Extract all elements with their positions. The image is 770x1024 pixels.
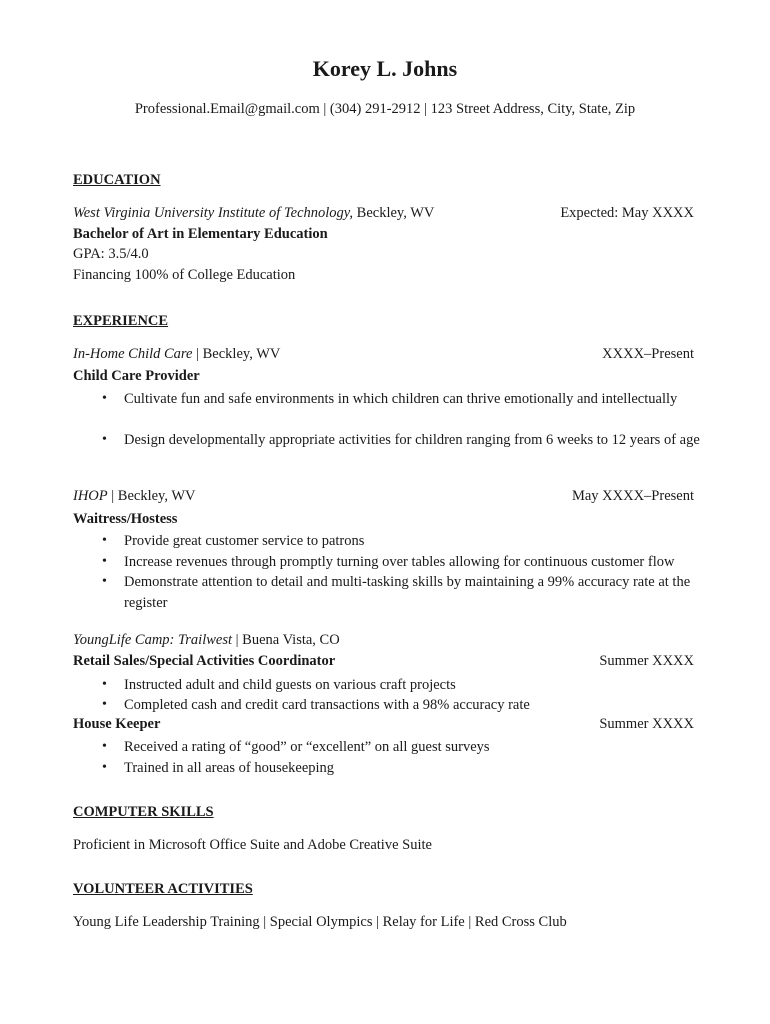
- job-date: XXXX–Present: [602, 346, 694, 362]
- degree: Bachelor of Art in Elementary Education: [73, 226, 328, 242]
- list-item: • Instructed adult and child guests on various craft projects: [124, 675, 704, 696]
- education-heading: EDUCATION: [73, 172, 161, 188]
- list-item: • Increase revenues through promptly turning over tables allowing for continuous customer flow: [124, 552, 724, 573]
- volunteer-text: Young Life Leadership Training | Special Olympics | Relay for Life | Red Cross Club: [73, 914, 567, 930]
- list-item: • Provide great customer service to patrons: [124, 531, 704, 552]
- experience-heading: EXPERIENCE: [73, 313, 169, 329]
- job-date: Summer XXXX: [599, 716, 694, 732]
- job-employer-line: [73, 632, 340, 649]
- job-date: May XXXX–Present: [571, 488, 694, 504]
- job-employer-line: [73, 346, 280, 363]
- list-item: • Design developmentally appropriate activities for children ranging from 6 weeks to 12 years of age: [124, 430, 704, 451]
- list-item: • Completed cash and credit card transactions with a 98% accuracy rate: [124, 695, 704, 716]
- list-item: • Received a rating of “good” or “excellent” on all guest surveys: [124, 737, 704, 758]
- job-location: | Beckley, WV: [192, 346, 281, 362]
- job-title: Child Care Provider: [73, 368, 200, 384]
- volunteer-heading: VOLUNTEER ACTIVITIES: [73, 881, 253, 897]
- gpa: GPA: 3.5/4.0: [73, 246, 149, 262]
- skills-text: Proficient in Microsoft Office Suite and Adobe Creative Suite: [73, 837, 432, 853]
- list-item: • Trained in all areas of housekeeping: [124, 758, 704, 779]
- job-title: Retail Sales/Special Activities Coordinator: [73, 653, 336, 669]
- resume-name: Korey L. Johns: [312, 56, 458, 81]
- education-school-line: [73, 205, 434, 222]
- education-note: Financing 100% of College Education: [73, 267, 296, 283]
- job-employer: YoungLife Camp: Trailwest: [73, 632, 233, 648]
- job-date: Summer XXXX: [599, 653, 694, 669]
- list-item: • Demonstrate attention to detail and multi-tasking skills by maintaining a 99% accuracy rate at the register: [124, 572, 704, 613]
- job-title: House Keeper: [73, 716, 161, 732]
- job-location: | Beckley, WV: [107, 488, 196, 504]
- list-item: • Cultivate fun and safe environments in which children can thrive emotionally and intellectually: [124, 389, 704, 410]
- contact-line: Professional.Email@gmail.com | (304) 291-2912 | 123 Street Address, City, State, Zip: [134, 101, 636, 117]
- school-name: West Virginia University Institute of Technology,: [73, 205, 354, 221]
- job-employer-line: [73, 488, 196, 505]
- job-title: Waitress/Hostess: [73, 511, 178, 527]
- school-location: Beckley, WV: [353, 205, 435, 221]
- job-employer: IHOP: [73, 488, 108, 504]
- job-location: | Buena Vista, CO: [232, 632, 340, 648]
- education-date: Expected: May XXXX: [560, 205, 694, 221]
- job-employer: In-Home Child Care: [73, 346, 193, 362]
- skills-heading: COMPUTER SKILLS: [73, 804, 214, 820]
